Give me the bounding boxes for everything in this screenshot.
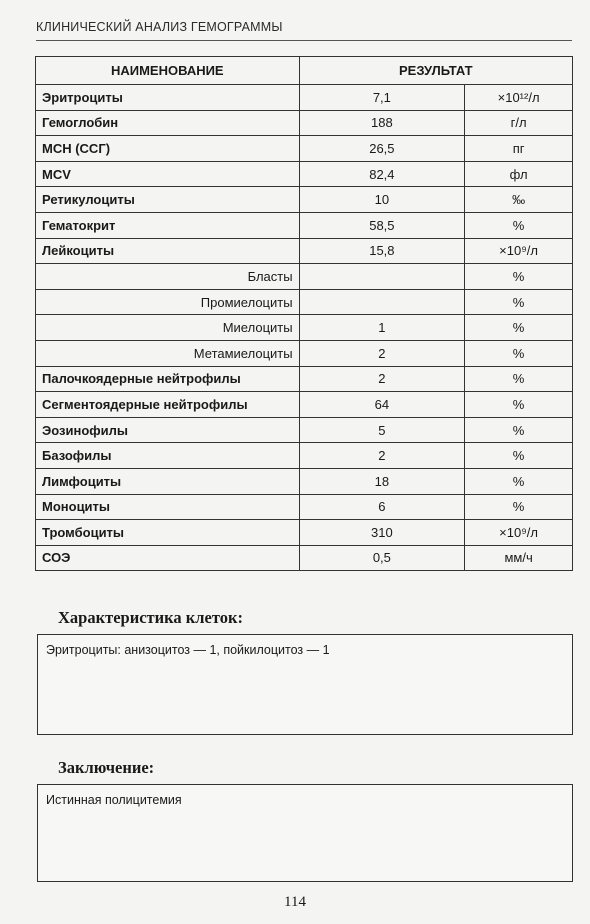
row-name: Эритроциты — [36, 85, 300, 111]
running-title: КЛИНИЧЕСКИЙ АНАЛИЗ ГЕМОГРАММЫ — [36, 20, 283, 34]
table-row — [36, 136, 573, 162]
row-unit: % — [465, 315, 573, 341]
row-unit: % — [465, 392, 573, 418]
page-number: 114 — [284, 894, 306, 910]
row-value: 0,5 — [299, 545, 465, 571]
header-rule — [36, 40, 572, 41]
row-name: Сегментоядерные нейтрофилы — [36, 392, 300, 418]
row-unit: ‰ — [465, 187, 573, 213]
row-name: Миелоциты — [36, 315, 300, 341]
row-unit: % — [465, 264, 573, 290]
table-row — [36, 212, 573, 238]
table-row — [36, 315, 573, 341]
row-value: 10 — [299, 187, 465, 213]
row-name: MCV — [36, 161, 300, 187]
row-value: 5 — [299, 417, 465, 443]
row-value: 7,1 — [299, 85, 465, 111]
table-row — [36, 417, 573, 443]
row-value — [299, 289, 465, 315]
table-row — [36, 392, 573, 418]
row-name: Промиелоциты — [36, 289, 300, 315]
row-unit: ×10¹²/л — [465, 85, 573, 111]
row-value: 6 — [299, 494, 465, 520]
row-name: Моноциты — [36, 494, 300, 520]
row-name: Ретикулоциты — [36, 187, 300, 213]
row-value: 26,5 — [299, 136, 465, 162]
row-name: Эозинофилы — [36, 417, 300, 443]
hemogram-table — [35, 56, 573, 571]
table-row — [36, 289, 573, 315]
row-value: 2 — [299, 443, 465, 469]
table-header-row — [36, 57, 573, 85]
row-unit: ×10⁹/л — [465, 520, 573, 546]
table-body — [36, 85, 573, 571]
row-name: МСН (ССГ) — [36, 136, 300, 162]
cells-characteristics-box — [37, 634, 573, 735]
row-unit: % — [465, 212, 573, 238]
row-value: 310 — [299, 520, 465, 546]
row-unit: % — [465, 468, 573, 494]
row-value: 58,5 — [299, 212, 465, 238]
table-row — [36, 366, 573, 392]
row-name: Палочкоядерные нейтрофилы — [36, 366, 300, 392]
row-name: СОЭ — [36, 545, 300, 571]
table-row — [36, 187, 573, 213]
row-value — [299, 264, 465, 290]
table-row — [36, 85, 573, 111]
row-unit: г/л — [465, 110, 573, 136]
row-value: 64 — [299, 392, 465, 418]
row-value: 15,8 — [299, 238, 465, 264]
row-name: Лейкоциты — [36, 238, 300, 264]
row-name: Базофилы — [36, 443, 300, 469]
cells-characteristics-text: Эритроциты: анизоцитоз — 1, пойкилоцитоз — 1 — [46, 643, 330, 657]
table-row — [36, 443, 573, 469]
table-row — [36, 110, 573, 136]
table-row — [36, 238, 573, 264]
row-name: Гемоглобин — [36, 110, 300, 136]
row-name: Бласты — [36, 264, 300, 290]
row-unit: % — [465, 443, 573, 469]
row-name: Лимфоциты — [36, 468, 300, 494]
column-header-name: НАИМЕНОВАНИЕ — [36, 57, 300, 85]
row-name: Тромбоциты — [36, 520, 300, 546]
row-unit: фл — [465, 161, 573, 187]
row-unit: % — [465, 494, 573, 520]
column-header-result: РЕЗУЛЬТАТ — [299, 57, 572, 85]
row-unit: % — [465, 340, 573, 366]
row-value: 18 — [299, 468, 465, 494]
table-row — [36, 468, 573, 494]
conclusion-box — [37, 784, 573, 882]
table-row — [36, 264, 573, 290]
cells-section-title: Характеристика клеток: — [58, 608, 244, 627]
row-unit: пг — [465, 136, 573, 162]
row-value: 1 — [299, 315, 465, 341]
row-unit: % — [465, 366, 573, 392]
row-unit: % — [465, 289, 573, 315]
table-row — [36, 161, 573, 187]
row-value: 2 — [299, 340, 465, 366]
row-value: 188 — [299, 110, 465, 136]
row-unit: ×10⁹/л — [465, 238, 573, 264]
row-unit: % — [465, 417, 573, 443]
row-unit: мм/ч — [465, 545, 573, 571]
conclusion-text: Истинная полицитемия — [46, 793, 182, 807]
table-row — [36, 545, 573, 571]
table-row — [36, 340, 573, 366]
table-row — [36, 520, 573, 546]
table-row — [36, 494, 573, 520]
row-name: Гематокрит — [36, 212, 300, 238]
row-value: 82,4 — [299, 161, 465, 187]
row-name: Метамиелоциты — [36, 340, 300, 366]
row-value: 2 — [299, 366, 465, 392]
conclusion-title: Заключение: — [58, 758, 155, 777]
